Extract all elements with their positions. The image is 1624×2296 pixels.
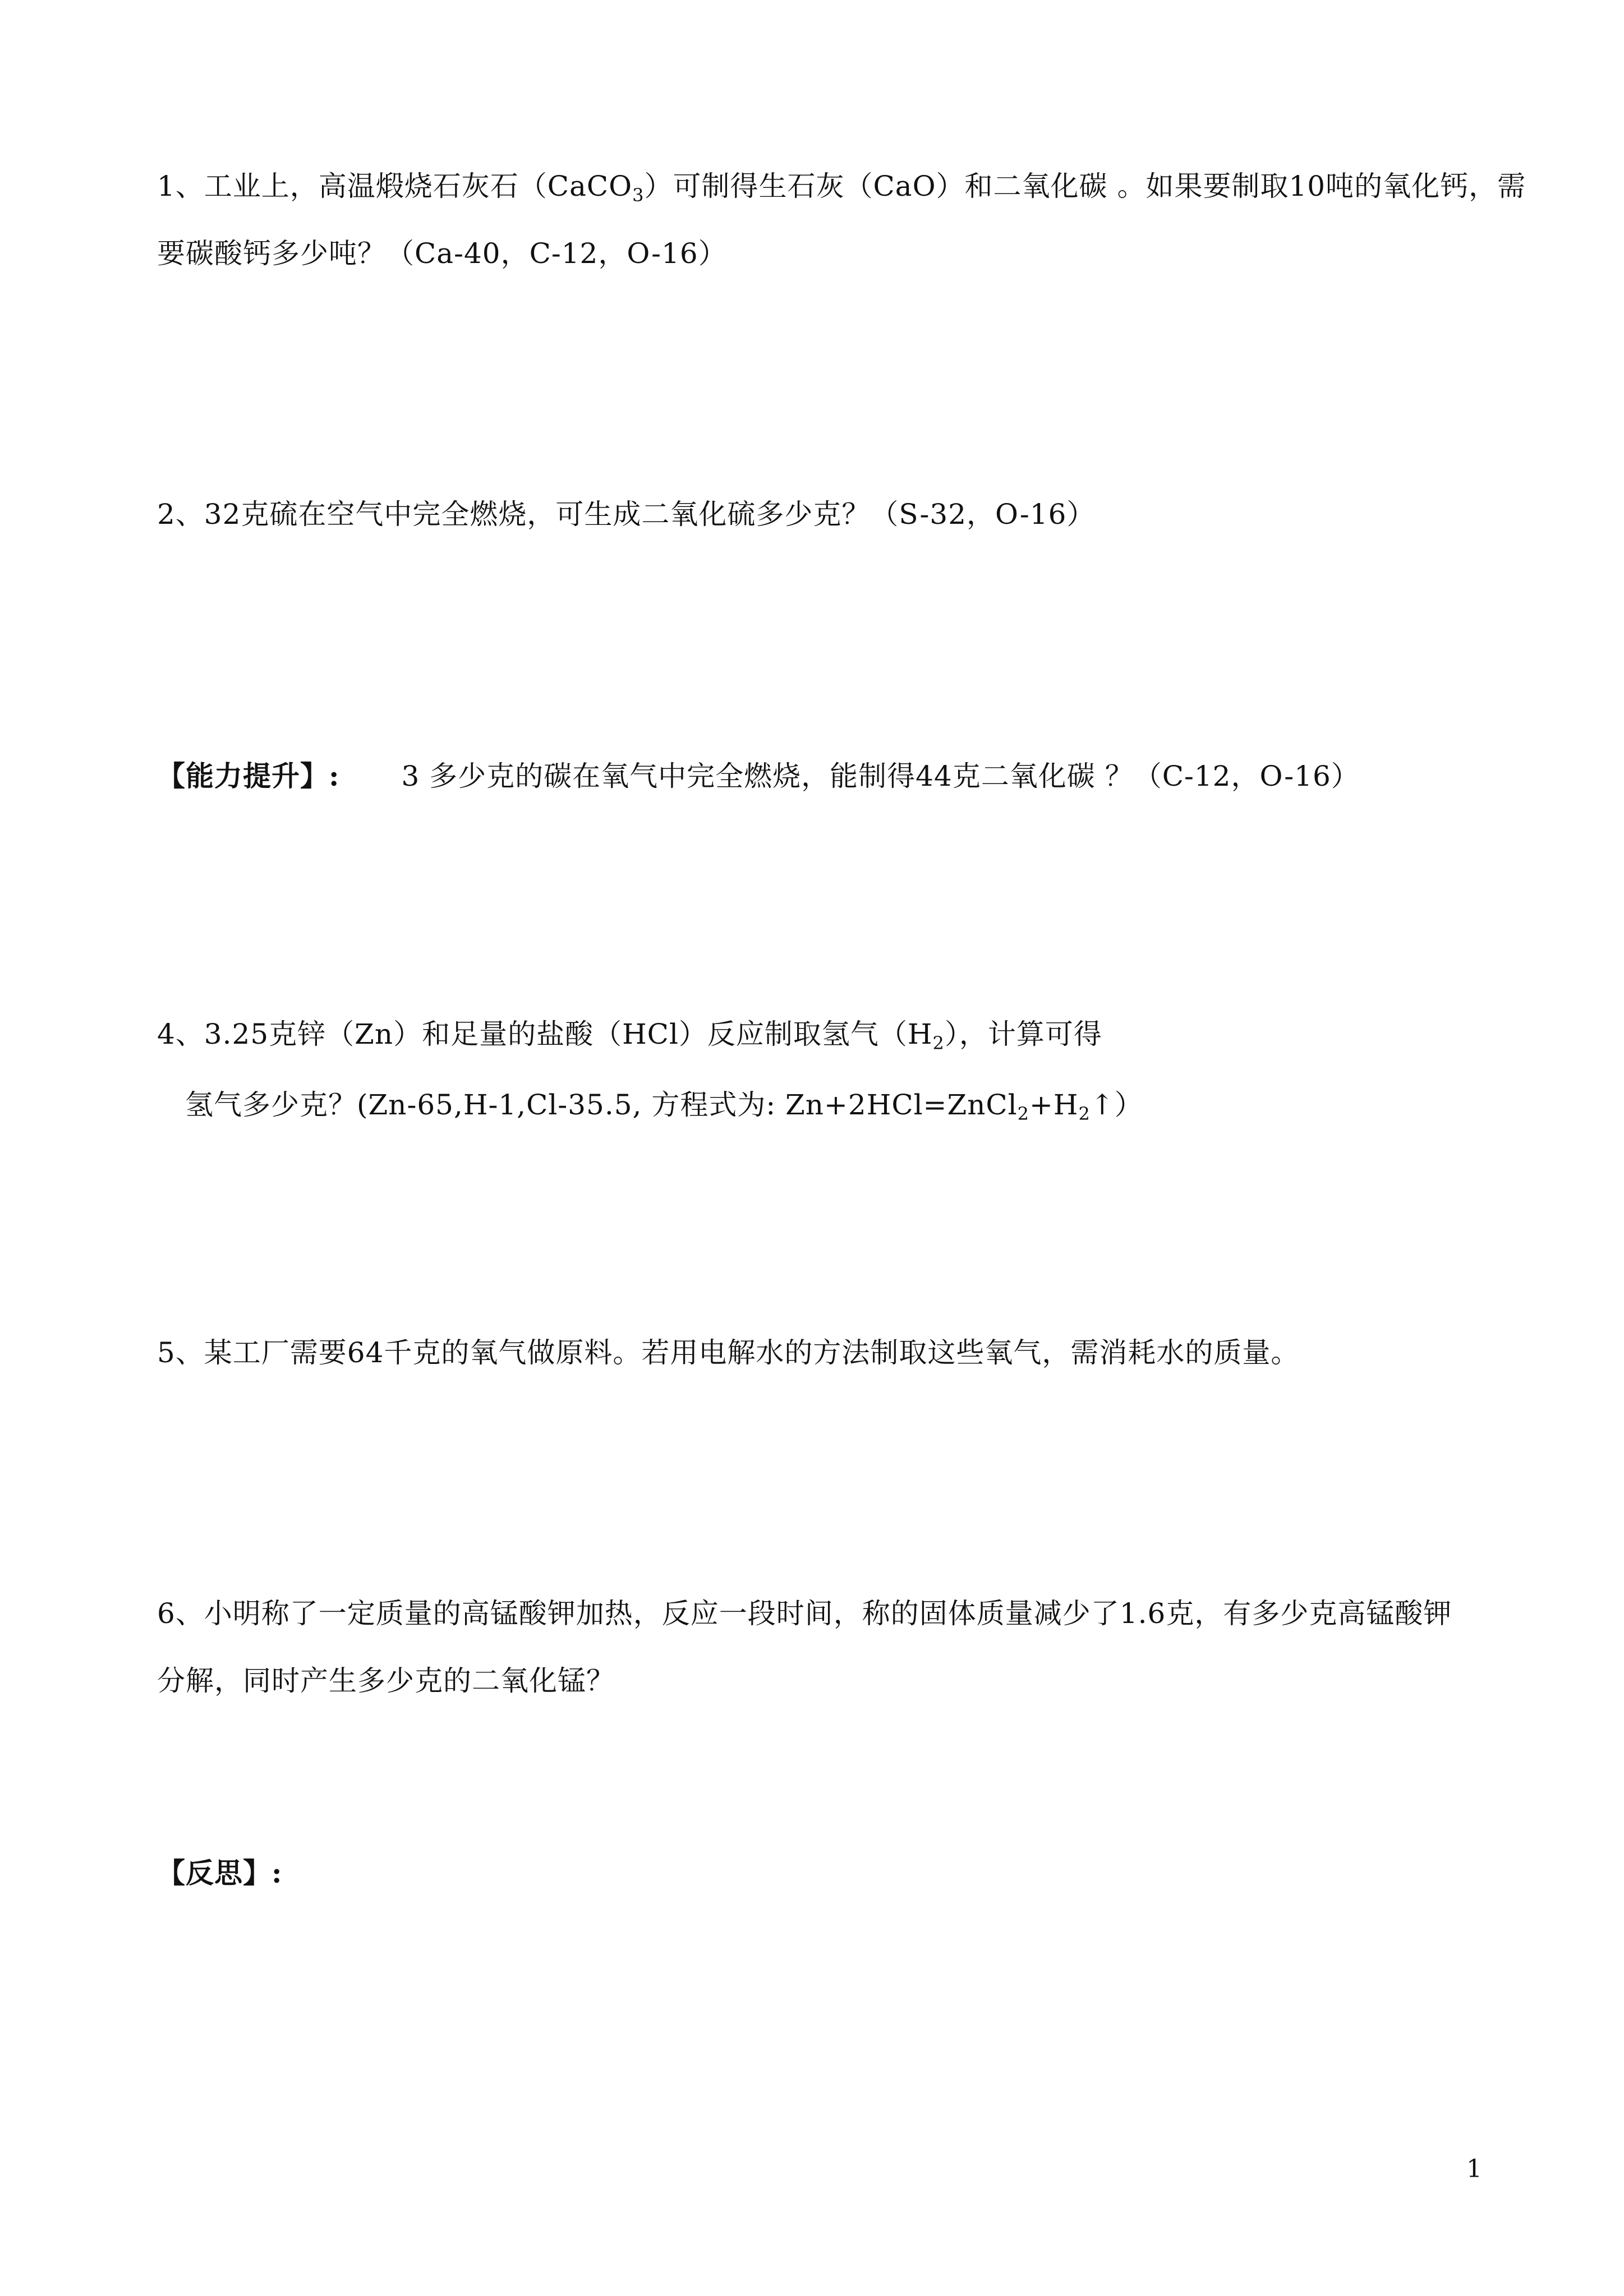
question-4-line-2	[185, 1087, 1143, 1123]
q5-text: 5、某工厂需要64千克的氧气做原料。若用电解水的方法制取这些氧气，需消耗水的质量。	[157, 1336, 1300, 1369]
q1-text-b: ）可制得生石灰（CaO）和二氧化碳 。如果要制取10吨的氧化钙，需	[644, 170, 1526, 202]
reflection-label: 【反思】:	[157, 1856, 283, 1889]
q3-text: 3 多少克的碳在氧气中完全燃烧，能制得44克二氧化碳 ？（C-12，O-16）	[401, 760, 1360, 792]
question-5-line-1	[157, 1335, 1299, 1371]
q4-text-b: ），计算可得	[944, 1018, 1102, 1050]
question-2-line-1	[157, 496, 1095, 532]
question-6-line-2	[157, 1663, 615, 1699]
question-4-line-1	[157, 1016, 1102, 1052]
question-3-line-1	[157, 758, 1360, 794]
q1-text-c: 要碳酸钙多少吨？（Ca-40，C-12，O-16）	[157, 237, 727, 270]
q4-subscript-3: 2	[1078, 1103, 1091, 1124]
q6-text-a: 6、小明称了一定质量的高锰酸钾加热，反应一段时间，称的固体质量减少了1.6克，有多少克高锰酸钾	[157, 1597, 1452, 1630]
q1-text-a: 1、工业上，高温煅烧石灰石（CaCO	[157, 170, 633, 202]
page-number-text: 1	[1466, 2155, 1482, 2183]
q4-text-c: 氢气多少克？(Zn-65,H-1,Cl-35.5, 方程式为: Zn+2HCl=ZnCl	[185, 1089, 1018, 1121]
q4-text-d: +H	[1029, 1089, 1079, 1121]
reflection-heading	[157, 1855, 282, 1891]
q4-text-e: ↑）	[1090, 1089, 1143, 1121]
q2-text: 2、32克硫在空气中完全燃烧，可生成二氧化硫多少克？（S-32，O-16）	[157, 498, 1096, 531]
question-1-line-1	[157, 168, 1526, 204]
q4-subscript-1: 2	[932, 1032, 945, 1054]
ability-label: 【能力提升】:	[157, 759, 340, 792]
q4-text-a: 4、3.25克锌（Zn）和足量的盐酸（HCl）反应制取氢气（H	[157, 1018, 933, 1050]
page-number	[1466, 2154, 1482, 2185]
question-6-line-1	[157, 1596, 1452, 1631]
question-1-line-2	[157, 236, 727, 271]
q4-subscript-2: 2	[1017, 1103, 1030, 1124]
q1-subscript: 3	[632, 185, 645, 206]
q6-text-b: 分解，同时产生多少克的二氧化锰？	[157, 1665, 615, 1697]
